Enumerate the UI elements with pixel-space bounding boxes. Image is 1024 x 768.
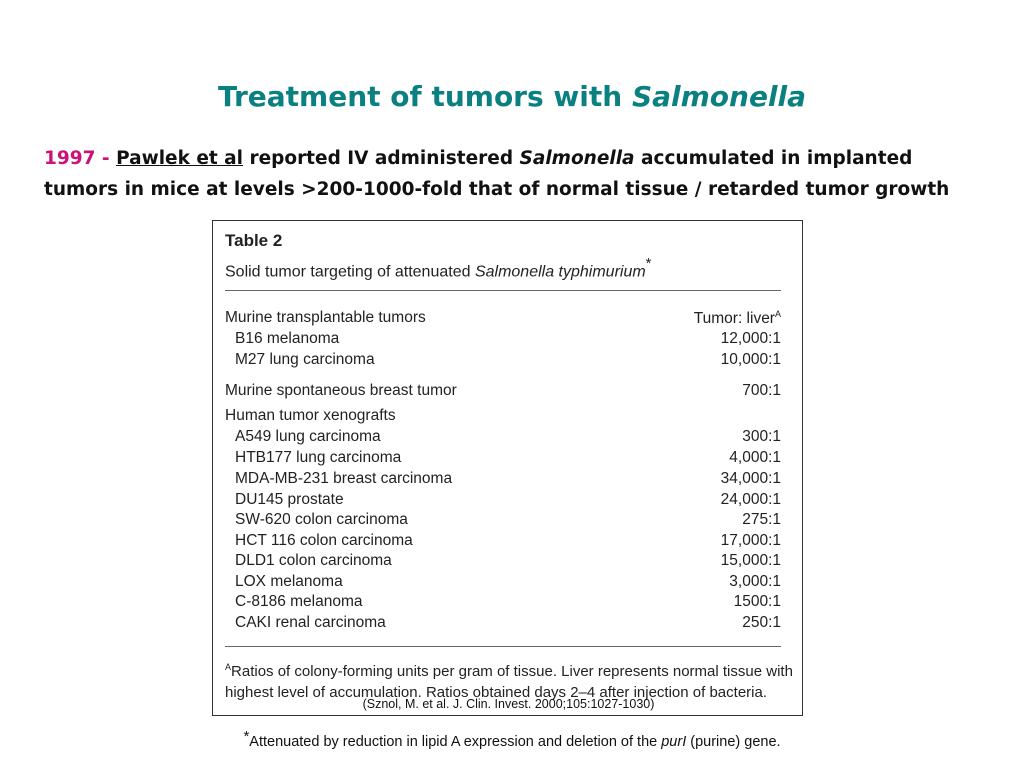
tumor-ratio: 4,000:1: [729, 449, 781, 466]
tumor-name: C-8186 melanoma: [235, 593, 363, 610]
table-label: Table 2: [225, 231, 283, 250]
tumor-ratio: 700:1: [742, 382, 781, 399]
slide-title-italic: Salmonella: [631, 80, 807, 113]
bottom-note-italic: purI: [661, 733, 687, 750]
tumor-ratio: 15,000:1: [720, 552, 781, 569]
table-row: [225, 573, 781, 593]
tumor-ratio: 1500:1: [733, 593, 781, 610]
intro-text-2: accumulated in implanted: [634, 148, 913, 169]
tumor-ratio: 24,000:1: [720, 491, 781, 508]
table-header-row: [225, 309, 781, 329]
bottom-note-text-1: Attenuated by reduction in lipid A expression and deletion of the: [249, 733, 662, 750]
tumor-ratio: 300:1: [742, 428, 781, 445]
citation: (Sznol, M. et al. J. Clin. Invest. 2000;105:1027-1030): [362, 697, 655, 711]
table-figure: [212, 220, 803, 716]
table-row: [225, 511, 781, 531]
tumor-name: B16 melanoma: [235, 330, 340, 347]
table-top-rule: [225, 290, 781, 291]
bottom-note: [0, 727, 1024, 750]
tumor-ratio: 17,000:1: [720, 532, 781, 549]
table-caption-text: Solid tumor targeting of attenuated: [225, 263, 475, 281]
tumor-name: SW-620 colon carcinoma: [235, 511, 408, 528]
tumor-name: DU145 prostate: [235, 491, 344, 508]
table-row: [225, 428, 781, 448]
table-caption-mark: *: [645, 255, 652, 272]
tumor-ratio: 250:1: [742, 614, 781, 631]
group-header-xenografts: Human tumor xenografts: [225, 407, 396, 424]
table-row-spontaneous: [225, 382, 781, 402]
tumor-ratio: 10,000:1: [720, 351, 781, 368]
table-caption: [225, 257, 652, 281]
tumor-name: MDA-MB-231 breast carcinoma: [235, 470, 453, 487]
footnote-text: Ratios of colony-forming units per gram of tissue. Liver represents normal tissue with highest level of accumulation. Ratios obtained days 2–4 after injection of bacteria.: [225, 663, 793, 701]
table-caption-italic: Salmonella typhimurium: [474, 263, 646, 281]
intro-line-2: tumors in mice at levels >200-1000-fold that of normal tissue / retarded tumor growth: [44, 179, 950, 200]
intro-reference: Pawlek et al: [116, 148, 243, 169]
tumor-name: CAKI renal carcinoma: [235, 614, 386, 631]
tumor-ratio: 275:1: [742, 511, 781, 528]
tumor-ratio: 12,000:1: [720, 330, 781, 347]
table-row: [225, 532, 781, 552]
group-header-spontaneous: Murine spontaneous breast tumor: [225, 382, 457, 399]
tumor-name: M27 lung carcinoma: [235, 351, 375, 368]
tumor-name: HTB177 lung carcinoma: [235, 449, 402, 466]
footnote-mark: A: [225, 662, 232, 672]
tumor-ratio: 3,000:1: [729, 573, 781, 590]
table-row: [225, 552, 781, 572]
table-row: [225, 491, 781, 511]
table-row: [225, 593, 781, 613]
table-bottom-rule: [225, 646, 781, 647]
intro-text-1: reported IV administered: [243, 148, 520, 169]
table-row: [225, 614, 781, 634]
intro-year: 1997 -: [44, 148, 117, 169]
group-header-murine-transplantable: Murine transplantable tumors: [225, 309, 426, 326]
ratio-column-header: Tumor: liver$^A$: [693, 309, 781, 328]
table-row: [225, 449, 781, 469]
tumor-name: HCT 116 colon carcinoma: [235, 532, 413, 549]
tumor-name: DLD1 colon carcinoma: [235, 552, 392, 569]
bottom-note-text-2: (purine) gene.: [686, 733, 781, 750]
intro-paragraph: [44, 143, 1004, 205]
tumor-name: A549 lung carcinoma: [235, 428, 381, 445]
slide-title: [0, 80, 1024, 113]
table-row: [225, 351, 781, 371]
bottom-note-mark: *: [243, 728, 250, 745]
table-row: [225, 470, 781, 490]
slide-title-text: Treatment of tumors with: [217, 80, 632, 113]
intro-italic: Salmonella: [519, 148, 635, 169]
tumor-ratio: 34,000:1: [720, 470, 781, 487]
tumor-name: LOX melanoma: [235, 573, 343, 590]
table-row: [225, 330, 781, 350]
table-group-header-xenografts: [225, 407, 781, 427]
